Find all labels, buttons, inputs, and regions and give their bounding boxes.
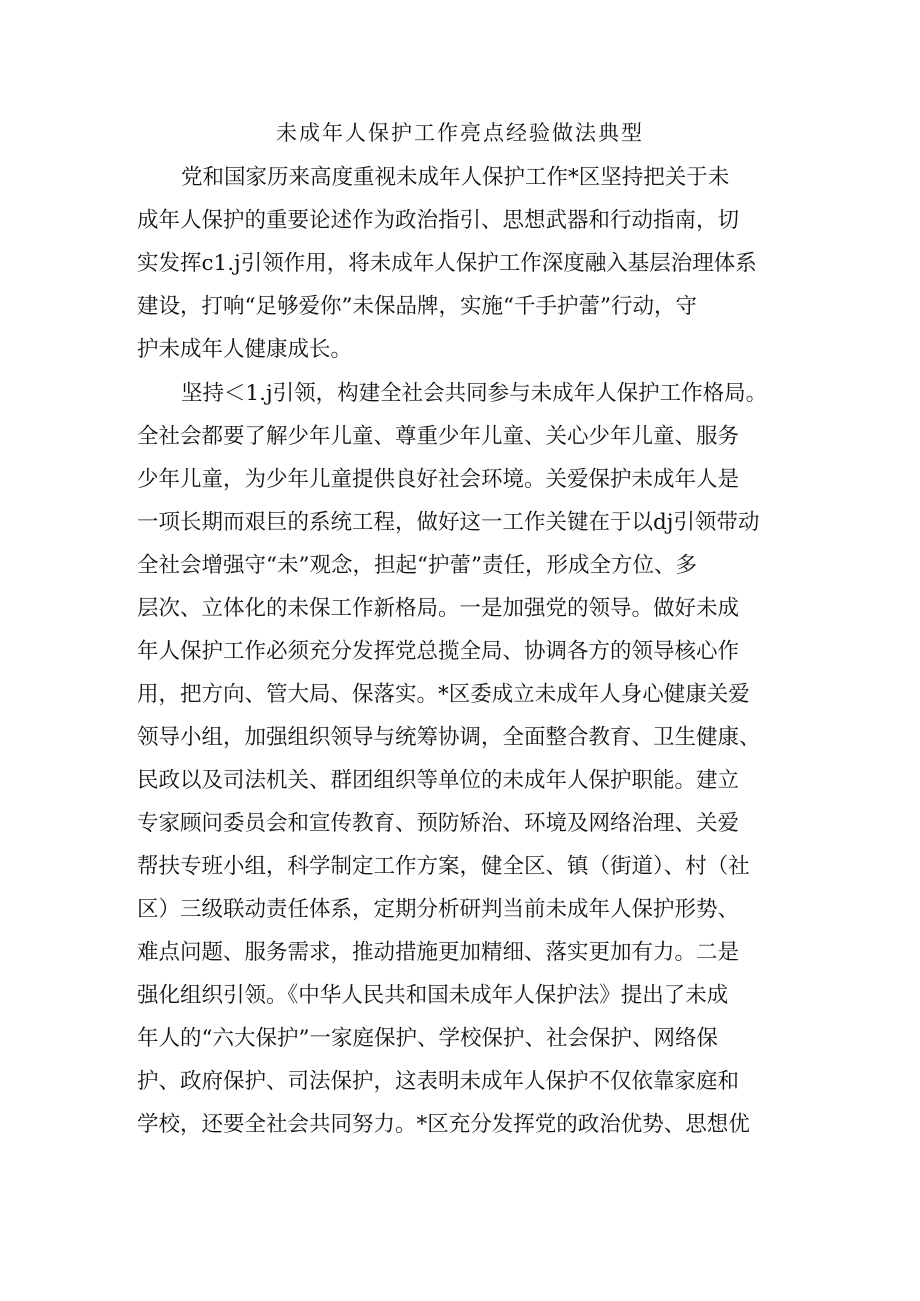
paragraph-2-line: 护、政府保护、司法保护，这表明未成年人保护不仅依靠家庭和 <box>137 1069 740 1094</box>
paragraph-2-line: 强化组织引领。《中华人民共和国未成年人保护法》提出了未成 <box>137 983 729 1008</box>
paragraph-2-line: 难点问题、服务需求，推动措施更加精细、落实更加有力。二是 <box>137 940 740 965</box>
paragraph-1-line: 建设，打响“足够爱你”未保品牌，实施“千手护蕾”行动，守 <box>137 294 697 319</box>
paragraph-2-line: 层次、立体化的未保工作新格局。一是加强党的领导。做好未成 <box>137 596 740 621</box>
paragraph-2-line: 用，把方向、管大局、保落实。*区委成立未成年人身心健康关爱 <box>137 682 750 707</box>
paragraph-2-line: 领导小组，加强组织领导与统筹协调，全面整合教育、卫生健康、 <box>137 725 761 750</box>
paragraph-2-line: 年人保护工作必须充分发挥党总揽全局、协调各方的领导核心作 <box>137 639 740 664</box>
paragraph-2-line: 全社会增强守“未”观念，担起“护蕾”责任，形成全方位、多 <box>137 553 697 578</box>
paragraph-1-line: 实发挥c1.j引领作用，将未成年人保护工作深度融入基层治理体系 <box>137 251 757 276</box>
paragraph-2-line: 帮扶专班小组，科学制定工作方案，健全区、镇（街道）、村（社 <box>137 854 750 879</box>
paragraph-1-line: 护未成年人健康成长。 <box>137 337 353 362</box>
paragraph-2-line: 坚持＜1.j引领，构建全社会共同参与未成年人保护工作格局。 <box>181 381 768 406</box>
paragraph-2-line: 学校，还要全社会共同努力。*区充分发挥党的政治优势、思想优 <box>137 1112 750 1137</box>
document-title: 未成年人保护工作亮点经验做法典型 <box>276 121 644 145</box>
paragraph-2-line: 民政以及司法机关、群团组织等单位的未成年人保护职能。建立 <box>137 768 740 793</box>
paragraph-2-line: 全社会都要了解少年儿童、尊重少年儿童、关心少年儿童、服务 <box>137 424 740 449</box>
paragraph-2-line: 区）三级联动责任体系，定期分析研判当前未成年人保护形势、 <box>137 897 740 922</box>
paragraph-2-line: 少年儿童，为少年儿童提供良好社会环境。关爱保护未成年人是 <box>137 467 740 492</box>
paragraph-2-line: 一项长期而艰巨的系统工程，做好这一工作关键在于以dj引领带动 <box>137 510 760 535</box>
paragraph-1-line: 成年人保护的重要论述作为政治指引、思想武器和行动指南，切 <box>137 208 740 233</box>
paragraph-2-line: 专家顾问委员会和宣传教育、预防矫治、环境及网络治理、关爱 <box>137 811 740 836</box>
paragraph-2-line: 年人的“六大保护”一家庭保护、学校保护、社会保护、网络保 <box>137 1026 718 1051</box>
paragraph-1-line: 党和国家历来高度重视未成年人保护工作*区坚持把关于未 <box>181 165 730 190</box>
